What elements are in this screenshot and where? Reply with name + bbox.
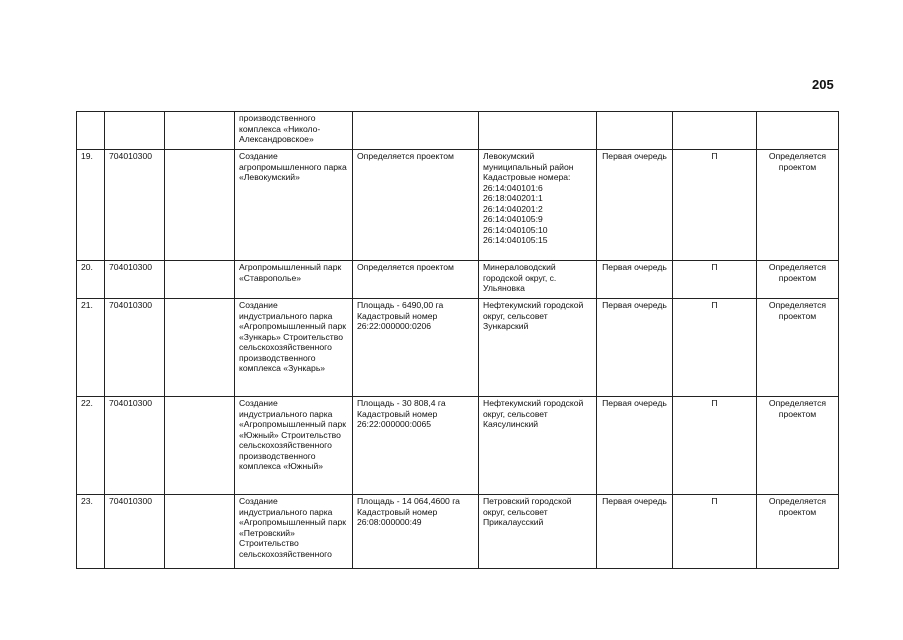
cell-zone: Определяется проектом: [757, 397, 839, 495]
cell-location: [479, 112, 597, 150]
cell-location: Минераловодский городской округ, с. Ульяновка: [479, 261, 597, 299]
cell-num: [77, 112, 105, 150]
cell-zone: Определяется проектом: [757, 261, 839, 299]
cell-location: Петровский городской округ, сельсовет Прикалаусский: [479, 495, 597, 569]
cell-location: Нефтекумский городской округ, сельсовет Зункарский: [479, 299, 597, 397]
cell-code: 704010300: [105, 495, 165, 569]
cell-stage: Первая очередь: [597, 150, 673, 261]
cell-area: Площадь - 30 808,4 га Кадастровый номер 26:22:000000:0065: [353, 397, 479, 495]
cell-code: 704010300: [105, 397, 165, 495]
objects-table: [76, 111, 839, 569]
table-body: [77, 112, 839, 569]
cell-blank: [165, 299, 235, 397]
cell-status: [673, 112, 757, 150]
cell-num: 21.: [77, 299, 105, 397]
table-row: [77, 299, 839, 397]
cell-stage: Первая очередь: [597, 261, 673, 299]
cell-zone: Определяется проектом: [757, 495, 839, 569]
cell-location: Нефтекумский городской округ, сельсовет Каясулинский: [479, 397, 597, 495]
cell-area: Определяется проектом: [353, 261, 479, 299]
cell-stage: Первая очередь: [597, 397, 673, 495]
cell-location: Левокумский муниципальный район Кадастровые номера: 26:14:040101:6 26:18:040201:1 26:14:040201:2 26:14:040105:9 26:14:040105:10 26:14:040105:15: [479, 150, 597, 261]
cell-zone: Определяется проектом: [757, 299, 839, 397]
table-row: [77, 112, 839, 150]
cell-stage: Первая очередь: [597, 299, 673, 397]
cell-code: 704010300: [105, 261, 165, 299]
cell-zone: Определяется проектом: [757, 150, 839, 261]
cell-area: Определяется проектом: [353, 150, 479, 261]
table-row: [77, 495, 839, 569]
cell-num: 22.: [77, 397, 105, 495]
page-number: 205: [812, 77, 834, 92]
cell-blank: [165, 397, 235, 495]
cell-status: П: [673, 397, 757, 495]
cell-name: Создание индустриального парка «Агропромышленный парк «Петровский» Строительство сельскохозяйственного: [235, 495, 353, 569]
cell-num: 23.: [77, 495, 105, 569]
cell-code: 704010300: [105, 150, 165, 261]
cell-status: П: [673, 261, 757, 299]
cell-code: 704010300: [105, 299, 165, 397]
table-row: [77, 150, 839, 261]
cell-blank: [165, 150, 235, 261]
cell-area: Площадь - 6490,00 га Кадастровый номер 26:22:000000:0206: [353, 299, 479, 397]
cell-num: 20.: [77, 261, 105, 299]
cell-name: Создание индустриального парка «Агропромышленный парк «Южный» Строительство сельскохозяйственного производственного комплекса «Южный»: [235, 397, 353, 495]
cell-status: П: [673, 299, 757, 397]
cell-name: производственного комплекса «Николо-Александровское»: [235, 112, 353, 150]
cell-blank: [165, 112, 235, 150]
table-row: [77, 261, 839, 299]
cell-name: Создание агропромышленного парка «Левокумский»: [235, 150, 353, 261]
cell-code: [105, 112, 165, 150]
cell-stage: [597, 112, 673, 150]
cell-blank: [165, 495, 235, 569]
cell-area: Площадь - 14 064,4600 га Кадастровый номер 26:08:000000:49: [353, 495, 479, 569]
table-row: [77, 397, 839, 495]
cell-stage: Первая очередь: [597, 495, 673, 569]
cell-num: 19.: [77, 150, 105, 261]
cell-blank: [165, 261, 235, 299]
cell-name: Создание индустриального парка «Агропромышленный парк «Зункарь» Строительство сельскохозяйственного производственного комплекса «Зункарь»: [235, 299, 353, 397]
cell-area: [353, 112, 479, 150]
cell-status: П: [673, 495, 757, 569]
cell-zone: [757, 112, 839, 150]
cell-status: П: [673, 150, 757, 261]
cell-name: Агропромышленный парк «Ставрополье»: [235, 261, 353, 299]
